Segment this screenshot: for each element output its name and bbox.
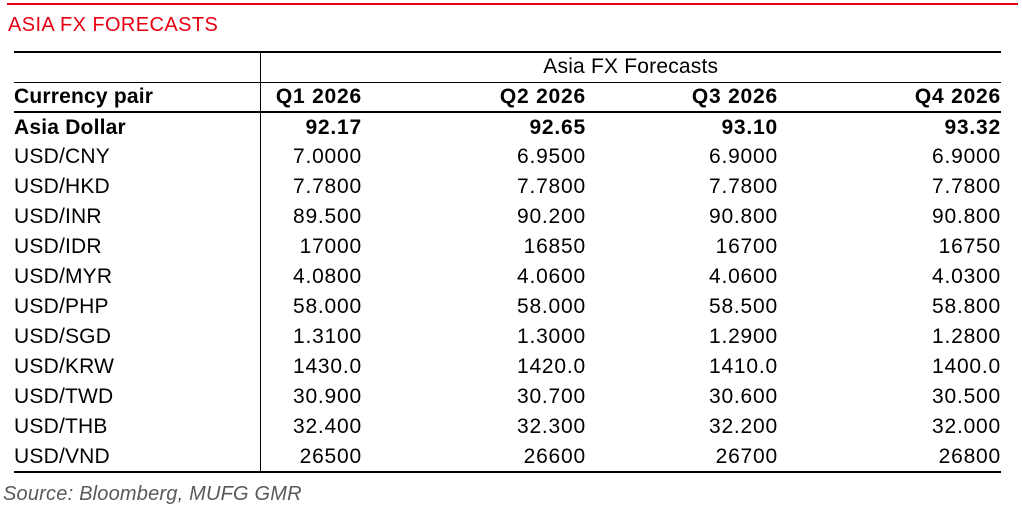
column-header-q4-2026: Q4 2026 (778, 82, 1001, 112)
forecast-value-cell: 90.200 (516, 205, 586, 228)
forecast-value-cell: 1.3100 (260, 322, 362, 352)
forecast-value-cell: 30.500 (931, 385, 1002, 408)
column-header-q3-2026: Q3 2026 (586, 82, 778, 112)
fx-forecast-table (14, 51, 1001, 473)
forecast-value-cell: 58.500 (708, 295, 778, 318)
forecast-value-cell: 7.7800 (516, 175, 586, 198)
forecast-value-cell: 16700 (715, 235, 778, 258)
currency-pair-cell: USD/KRW (14, 355, 115, 378)
table-title: Asia FX Forecasts (260, 52, 1001, 82)
table-row (14, 112, 1001, 142)
forecast-value-cell: 1.2900 (708, 325, 778, 348)
forecast-value-cell: 26800 (938, 444, 1002, 468)
table-row (14, 292, 1001, 322)
table-row (14, 202, 1001, 232)
forecast-value-cell: 30.600 (708, 385, 778, 408)
forecast-value-cell: 7.0000 (260, 142, 362, 172)
currency-pair-cell: USD/IDR (14, 235, 102, 258)
forecast-value-cell: 4.0800 (260, 262, 362, 292)
forecast-value-cell: 16850 (523, 235, 586, 258)
forecast-value-cell: 93.32 (944, 115, 1002, 139)
forecast-value-cell: 1420.0 (516, 355, 586, 378)
currency-pair-cell: USD/TWD (14, 385, 114, 408)
forecast-value-cell: 7.7800 (931, 175, 1002, 198)
forecast-value-cell: 16750 (938, 235, 1002, 258)
forecast-value-cell: 4.0600 (708, 265, 778, 288)
forecast-value-cell: 30.900 (260, 382, 362, 412)
forecast-value-cell: 30.700 (516, 385, 586, 408)
forecast-value-cell: 90.800 (708, 205, 778, 228)
table-row (14, 382, 1001, 412)
forecast-value-cell: 26600 (523, 444, 586, 468)
forecast-value-cell: 58.000 (516, 295, 586, 318)
forecast-value-cell: 32.200 (708, 415, 778, 438)
table-row (14, 352, 1001, 382)
column-header-q2-2026: Q2 2026 (362, 82, 586, 112)
forecast-value-cell: 92.17 (260, 112, 362, 142)
currency-pair-cell: USD/HKD (14, 175, 110, 198)
forecast-value-cell: 1430.0 (260, 352, 362, 382)
source-note: Source: Bloomberg, MUFG GMR (3, 483, 302, 505)
forecast-value-cell: 1400.0 (931, 355, 1002, 378)
table-row (14, 412, 1001, 442)
column-header-q1-2026: Q1 2026 (260, 82, 362, 112)
forecast-value-cell: 1.3000 (516, 325, 586, 348)
currency-pair-cell: USD/PHP (14, 295, 109, 318)
currency-pair-cell: USD/VND (14, 444, 110, 468)
currency-pair-cell: USD/CNY (14, 145, 110, 168)
table-group-header-row (14, 52, 1001, 82)
currency-pair-cell: Asia Dollar (14, 115, 126, 139)
table-row (14, 232, 1001, 262)
forecast-value-cell: 90.800 (931, 205, 1002, 228)
page-title: ASIA FX FORECASTS (8, 14, 219, 36)
forecast-value-cell: 26700 (715, 444, 778, 468)
table-row (14, 172, 1001, 202)
forecast-value-cell: 32.000 (931, 415, 1002, 438)
forecast-value-cell: 4.0300 (931, 265, 1002, 288)
currency-pair-cell: USD/MYR (14, 265, 113, 288)
column-header-currency-pair: Currency pair (14, 82, 260, 112)
forecast-value-cell: 17000 (260, 232, 362, 262)
forecast-value-cell: 1.2800 (931, 325, 1002, 348)
forecast-value-cell: 4.0600 (516, 265, 586, 288)
currency-pair-cell: USD/INR (14, 205, 102, 228)
forecast-value-cell: 32.300 (516, 415, 586, 438)
currency-pair-cell: USD/SGD (14, 325, 112, 348)
table-row (14, 322, 1001, 352)
forecast-value-cell: 6.9000 (708, 145, 778, 168)
forecast-value-cell: 6.9500 (516, 145, 586, 168)
forecast-value-cell: 7.7800 (708, 175, 778, 198)
currency-pair-cell: USD/THB (14, 415, 108, 438)
forecast-value-cell: 7.7800 (260, 172, 362, 202)
forecast-value-cell: 93.10 (721, 115, 778, 139)
forecast-value-cell: 1410.0 (708, 355, 778, 378)
forecast-value-cell: 58.800 (931, 295, 1002, 318)
forecast-value-cell: 6.9000 (931, 145, 1002, 168)
forecast-value-cell: 58.000 (260, 292, 362, 322)
forecast-value-cell: 92.65 (529, 115, 586, 139)
top-rule (7, 3, 1018, 5)
table-row (14, 442, 1001, 472)
forecast-value-cell: 32.400 (260, 412, 362, 442)
table-row (14, 142, 1001, 172)
table-row (14, 262, 1001, 292)
forecast-value-cell: 89.500 (260, 202, 362, 232)
table-body (14, 112, 1001, 472)
forecast-value-cell: 26500 (260, 442, 362, 472)
table-column-header-row (14, 82, 1001, 112)
group-header-spacer (14, 52, 260, 82)
